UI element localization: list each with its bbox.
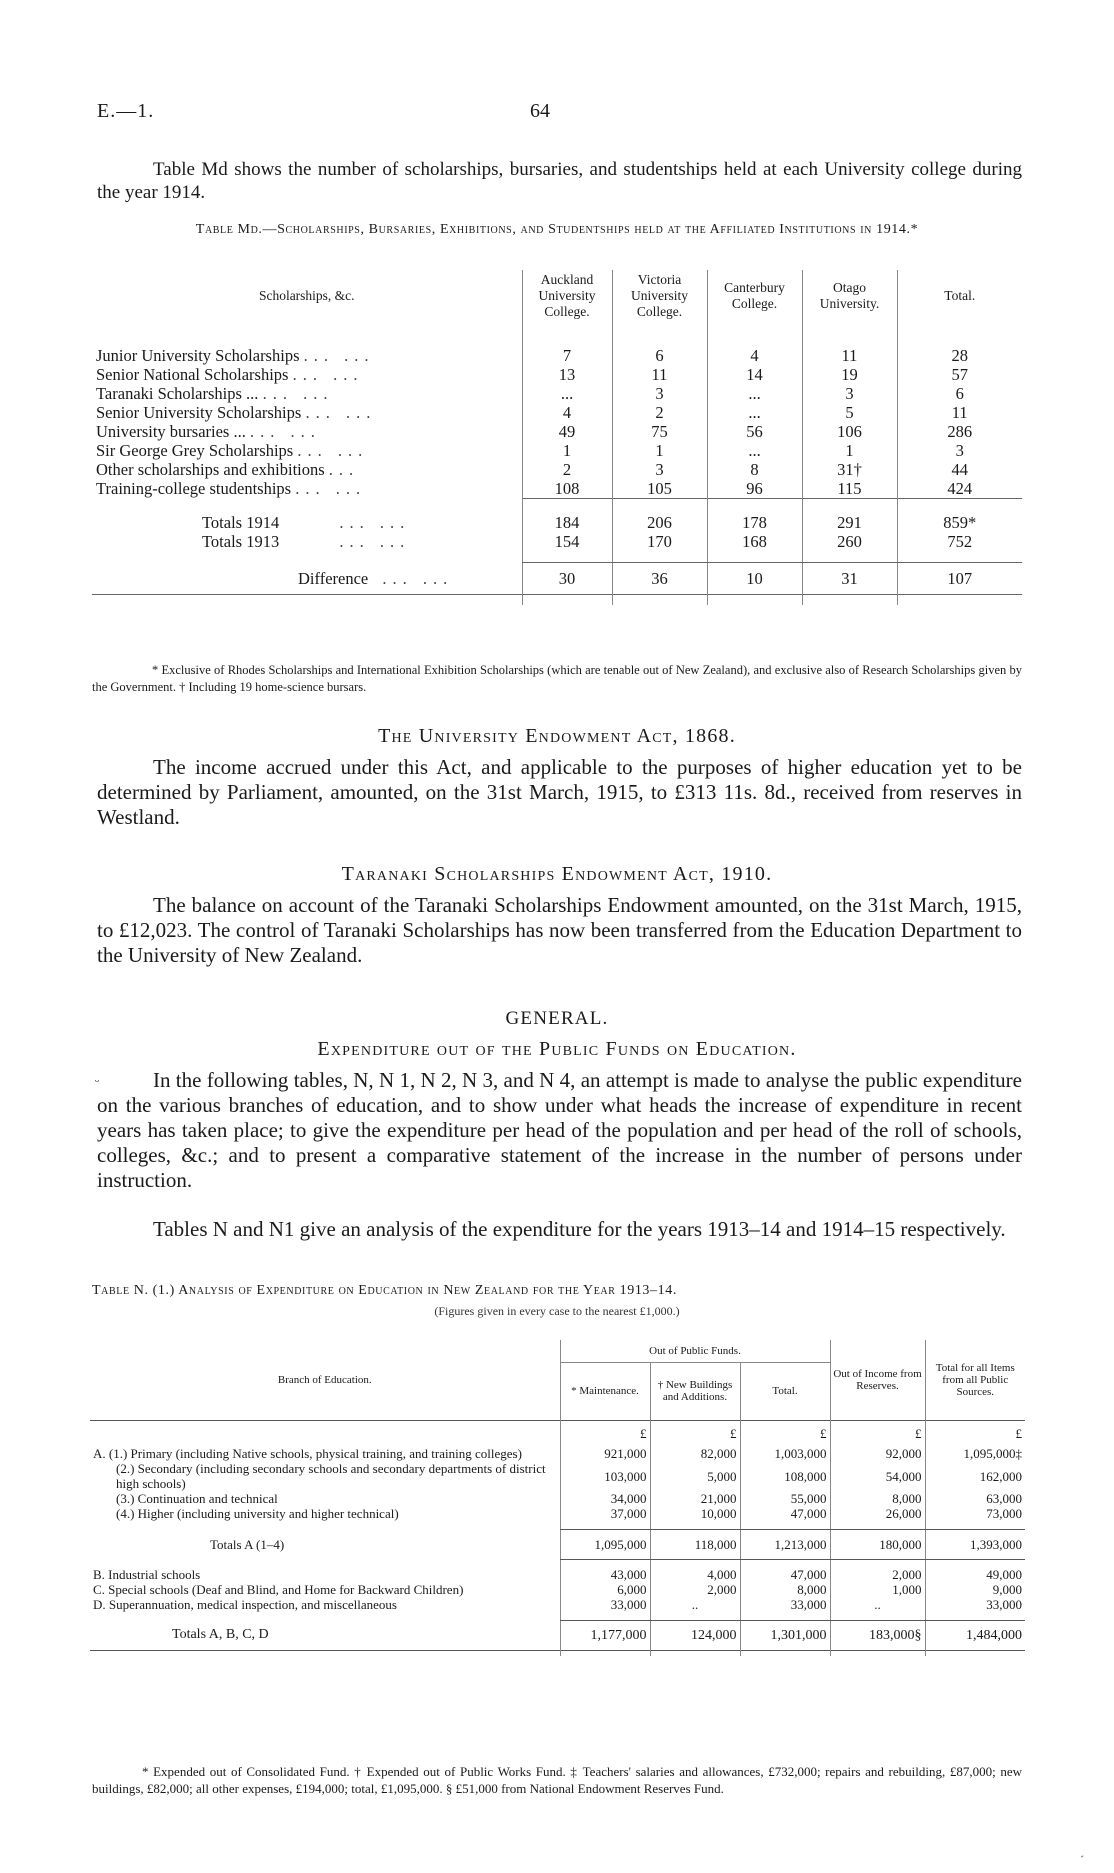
cell: 11 <box>897 403 1022 422</box>
cell: 31 <box>802 563 897 595</box>
cell: 3 <box>897 441 1022 460</box>
cell: 30 <box>522 563 612 595</box>
row-label: D. Superannuation, medical inspection, and miscellaneous <box>93 1597 397 1612</box>
cell: 43,000 <box>560 1567 650 1582</box>
cell: .. <box>830 1597 925 1612</box>
row-label: Totals A, B, C, D <box>172 1627 269 1643</box>
cell: 33,000 <box>560 1597 650 1612</box>
row-label: C. Special schools (Deaf and Blind, and Home for Backward Children) <box>93 1582 464 1597</box>
table-md-footnote: * Exclusive of Rhodes Scholarships and International Exhibition Scholarships (which are tenable out of New Zealand), and exclusive also of Research Scholarships given by the Government. † Including 19 home-science bursars. <box>92 663 1022 694</box>
table-row <box>90 1582 1025 1597</box>
table-row <box>92 460 1022 479</box>
cell: 859* <box>897 513 1022 532</box>
dot-leader: ... ... <box>295 479 367 499</box>
table-md <box>92 270 1022 605</box>
expenditure-subheading: Expenditure out of the Public Funds on Education. <box>317 1038 797 1060</box>
cell: 7 <box>522 346 612 365</box>
dot-leader: ... ... <box>303 346 375 365</box>
cell: 2,000 <box>650 1582 740 1597</box>
row-label: Sir George Grey Scholarships <box>96 441 294 460</box>
dot-leader: ... ... <box>305 403 377 422</box>
unit-label: £ <box>650 1420 740 1446</box>
cell: 1 <box>522 441 612 460</box>
row-label: University bursaries ... <box>96 422 246 441</box>
cell: 184 <box>522 513 612 532</box>
row-label: Other scholarships and exhibitions <box>96 460 325 479</box>
row-label: Totals A (1–4) <box>210 1536 285 1552</box>
cell: 1,484,000 <box>925 1620 1025 1650</box>
table-row <box>92 384 1022 403</box>
cell: 1 <box>802 441 897 460</box>
cell: 162,000 <box>925 1461 1025 1491</box>
cell: 8,000 <box>740 1582 830 1597</box>
col-header-total: Total. <box>740 1362 830 1420</box>
cell: 28 <box>897 346 1022 365</box>
cell: 5 <box>802 403 897 422</box>
cell: 921,000 <box>560 1446 650 1461</box>
unit-label: £ <box>740 1420 830 1446</box>
row-label: Totals 1913 <box>202 531 280 551</box>
difference-row <box>92 563 1022 595</box>
document-reference: E.—1. <box>97 100 155 122</box>
row-label: Difference <box>298 568 369 588</box>
cell: 1,000 <box>830 1582 925 1597</box>
cell: 183,000§ <box>830 1620 925 1650</box>
endowment-1868-heading: The University Endowment Act, 1868. <box>378 725 736 747</box>
dot-leader: ... ... <box>382 568 454 588</box>
cell: 2,000 <box>830 1567 925 1582</box>
cell: 9,000 <box>925 1582 1025 1597</box>
cell: 13 <box>522 365 612 384</box>
cell: 6 <box>612 346 707 365</box>
taranaki-text: The balance on account of the Taranaki Scholarships Endowment amounted, on the 31st March, 1915, to £12,023. The control of Taranaki Scholarships has now been transferred from the Education Department to the University of New Zealand. <box>97 893 1022 967</box>
cell: 49,000 <box>925 1567 1025 1582</box>
table-n-title: Table N. (1.) Analysis of Expenditure on Education in New Zealand for the Year 1913–14. <box>92 1283 677 1298</box>
cell: 47,000 <box>740 1506 830 1521</box>
cell: 1,003,000 <box>740 1446 830 1461</box>
cell: 10 <box>707 563 802 595</box>
cell: 1,393,000 <box>925 1529 1025 1559</box>
cell: 1 <box>612 441 707 460</box>
cell: 75 <box>612 422 707 441</box>
table-row <box>92 403 1022 422</box>
col-header-total-all: Total for all Items from all Public Sources. <box>925 1340 1025 1420</box>
cell: 54,000 <box>830 1461 925 1491</box>
col-header-maintenance: * Maintenance. <box>560 1362 650 1420</box>
cell: 4,000 <box>650 1567 740 1582</box>
cell: 21,000 <box>650 1491 740 1506</box>
cell: 10,000 <box>650 1506 740 1521</box>
dot-leader: ... ... <box>292 365 364 384</box>
totals-row <box>92 532 1022 551</box>
cell: 63,000 <box>925 1491 1025 1506</box>
taranaki-heading: Taranaki Scholarships Endowment Act, 1910. <box>341 863 773 885</box>
col-header-branch: Branch of Education. <box>277 1373 372 1386</box>
table-n-subtitle: (Figures given in every case to the nearest £1,000.) <box>434 1304 680 1318</box>
dot-leader: ... ... <box>262 384 334 403</box>
table-row <box>90 1506 1025 1521</box>
unit-label: £ <box>830 1420 925 1446</box>
cell: 33,000 <box>740 1597 830 1612</box>
cell: 170 <box>612 532 707 551</box>
cell: 105 <box>612 479 707 499</box>
table-n-footnote: * Expended out of Consolidated Fund. † Expended out of Public Works Fund. ‡ Teachers' salaries and allowances, £732,000; repairs and rebuilding, £87,000; new buildings, £82,000; all other expenses, £194,000; total, £1,095,000. § £51,000 from National Endowment Reserves Fund. <box>92 1764 1022 1796</box>
cell: 115 <box>802 479 897 499</box>
row-label: Senior University Scholarships <box>96 403 302 422</box>
cell: ... <box>707 403 802 422</box>
general-heading: GENERAL. <box>505 1008 609 1029</box>
dot-leader: ... <box>328 460 360 479</box>
cell: 424 <box>897 479 1022 499</box>
cell: 3 <box>802 384 897 403</box>
cell: 8 <box>707 460 802 479</box>
cell: 11 <box>802 346 897 365</box>
cell: 3 <box>612 460 707 479</box>
unit-label: £ <box>560 1420 650 1446</box>
row-label: B. Industrial schools <box>93 1567 201 1582</box>
table-row <box>90 1567 1025 1582</box>
cell: 73,000 <box>925 1506 1025 1521</box>
row-label: Training-college studentships <box>96 479 292 499</box>
row-label: Totals 1914 <box>202 512 280 532</box>
cell: 56 <box>707 422 802 441</box>
col-header-new-buildings: † New Buildings and Additions. <box>650 1362 740 1420</box>
general-paragraph-2: Tables N and N1 give an analysis of the expenditure for the years 1913–14 and 1914–15 respectively. <box>153 1217 1006 1241</box>
cell: 34,000 <box>560 1491 650 1506</box>
cell: 206 <box>612 513 707 532</box>
col-header-auckland: Auckland University College. <box>522 270 612 322</box>
endowment-1868-text: The income accrued under this Act, and applicable to the purposes of higher education yet to be determined by Parliament, amounted, on the 31st March, 1915, to £313 11s. 8d., received from reserves in Westland. <box>97 755 1022 829</box>
cell: 37,000 <box>560 1506 650 1521</box>
table-row <box>92 422 1022 441</box>
cell: 82,000 <box>650 1446 740 1461</box>
row-label: Senior National Scholarships <box>96 365 289 384</box>
cell: 124,000 <box>650 1620 740 1650</box>
cell: 33,000 <box>925 1597 1025 1612</box>
row-label: (2.) Secondary (including secondary schools and secondary departments of district high schools) <box>116 1461 546 1491</box>
margin-mark: ᵕ <box>95 1075 100 1090</box>
general-paragraph-1: In the following tables, N, N 1, N 2, N 3, and N 4, an attempt is made to analyse the public expenditure on the various branches of education, and to show under what heads the increase of expenditure in recent years has taken place; to give the expenditure per head of the population and per head of the roll of schools, colleges, &c.; and to present a comparative statement of the increase in the number of persons under instruction. <box>97 1068 1022 1192</box>
group-header-public-funds: Out of Public Funds. <box>560 1340 830 1362</box>
cell: 3 <box>612 384 707 403</box>
table-row <box>92 365 1022 384</box>
cell: 2 <box>522 460 612 479</box>
cell: 49 <box>522 422 612 441</box>
col-header-canterbury: Canterbury College. <box>707 270 802 322</box>
cell: 14 <box>707 365 802 384</box>
cell: 55,000 <box>740 1491 830 1506</box>
cell: 31† <box>802 460 897 479</box>
cell: 11 <box>612 365 707 384</box>
cell: 96 <box>707 479 802 499</box>
cell: 4 <box>707 346 802 365</box>
row-label: Taranaki Scholarships ... <box>96 384 259 403</box>
intro-paragraph: Table Md shows the number of scholarships, bursaries, and studentships held at each University college during the year 1914. <box>97 159 1022 203</box>
cell: 103,000 <box>560 1461 650 1491</box>
table-md-title: Table Md.—Scholarships, Bursaries, Exhibitions, and Studentships held at the Affiliated Institutions in 1914.* <box>195 222 919 237</box>
table-row <box>90 1461 1025 1491</box>
cell: 154 <box>522 532 612 551</box>
table-n <box>90 1340 1025 1656</box>
col-header-reserves: Out of Income from Reserves. <box>830 1340 925 1420</box>
cell: 57 <box>897 365 1022 384</box>
cell: 44 <box>897 460 1022 479</box>
cell: 1,213,000 <box>740 1529 830 1559</box>
cell: 1,095,000‡ <box>925 1446 1025 1461</box>
cell: 1,095,000 <box>560 1529 650 1559</box>
dot-leader: ... ... <box>297 441 369 460</box>
cell: 1,301,000 <box>740 1620 830 1650</box>
table-row <box>90 1597 1025 1612</box>
cell: 1,177,000 <box>560 1620 650 1650</box>
table-row <box>90 1491 1025 1506</box>
corner-mark: ˊ <box>1080 1853 1084 1867</box>
cell: 5,000 <box>650 1461 740 1491</box>
cell: 92,000 <box>830 1446 925 1461</box>
totals-row <box>90 1529 1025 1559</box>
cell: 36 <box>612 563 707 595</box>
cell: 291 <box>802 513 897 532</box>
unit-label: £ <box>925 1420 1025 1446</box>
cell: ... <box>707 384 802 403</box>
row-label: (3.) Continuation and technical <box>116 1491 278 1506</box>
cell: 4 <box>522 403 612 422</box>
cell: 168 <box>707 532 802 551</box>
dot-leader: ... ... <box>249 422 321 441</box>
cell: 6,000 <box>560 1582 650 1597</box>
cell: 178 <box>707 513 802 532</box>
cell: 108 <box>522 479 612 499</box>
cell: 47,000 <box>740 1567 830 1582</box>
cell: 260 <box>802 532 897 551</box>
cell: 286 <box>897 422 1022 441</box>
row-label: A. (1.) Primary (including Native schools, physical training, and training colleges) <box>93 1446 522 1461</box>
cell: 106 <box>802 422 897 441</box>
col-header-otago: Otago University. <box>802 270 897 322</box>
cell: ... <box>522 384 612 403</box>
row-label: Junior University Scholarships <box>96 346 300 365</box>
table-row <box>92 441 1022 460</box>
cell: 2 <box>612 403 707 422</box>
units-row <box>90 1420 1025 1446</box>
cell: 6 <box>897 384 1022 403</box>
dot-leader: ... ... <box>339 531 411 551</box>
cell: 26,000 <box>830 1506 925 1521</box>
table-row <box>90 1446 1025 1461</box>
col-header-victoria: Victoria University College. <box>612 270 707 322</box>
cell: 107 <box>897 563 1022 595</box>
cell: 108,000 <box>740 1461 830 1491</box>
grand-totals-row <box>90 1620 1025 1650</box>
table-row <box>92 479 1022 499</box>
dot-leader: ... ... <box>339 512 411 532</box>
col-header-total: Total. <box>897 270 1022 322</box>
cell: .. <box>650 1597 740 1612</box>
cell: 752 <box>897 532 1022 551</box>
table-row <box>92 346 1022 365</box>
cell: 180,000 <box>830 1529 925 1559</box>
page-number: 64 <box>530 100 550 122</box>
col-header-scholarships: Scholarships, &c. <box>258 288 355 303</box>
cell: 19 <box>802 365 897 384</box>
cell: 8,000 <box>830 1491 925 1506</box>
cell: ... <box>707 441 802 460</box>
totals-row <box>92 513 1022 532</box>
cell: 118,000 <box>650 1529 740 1559</box>
row-label: (4.) Higher (including university and higher technical) <box>116 1506 399 1521</box>
